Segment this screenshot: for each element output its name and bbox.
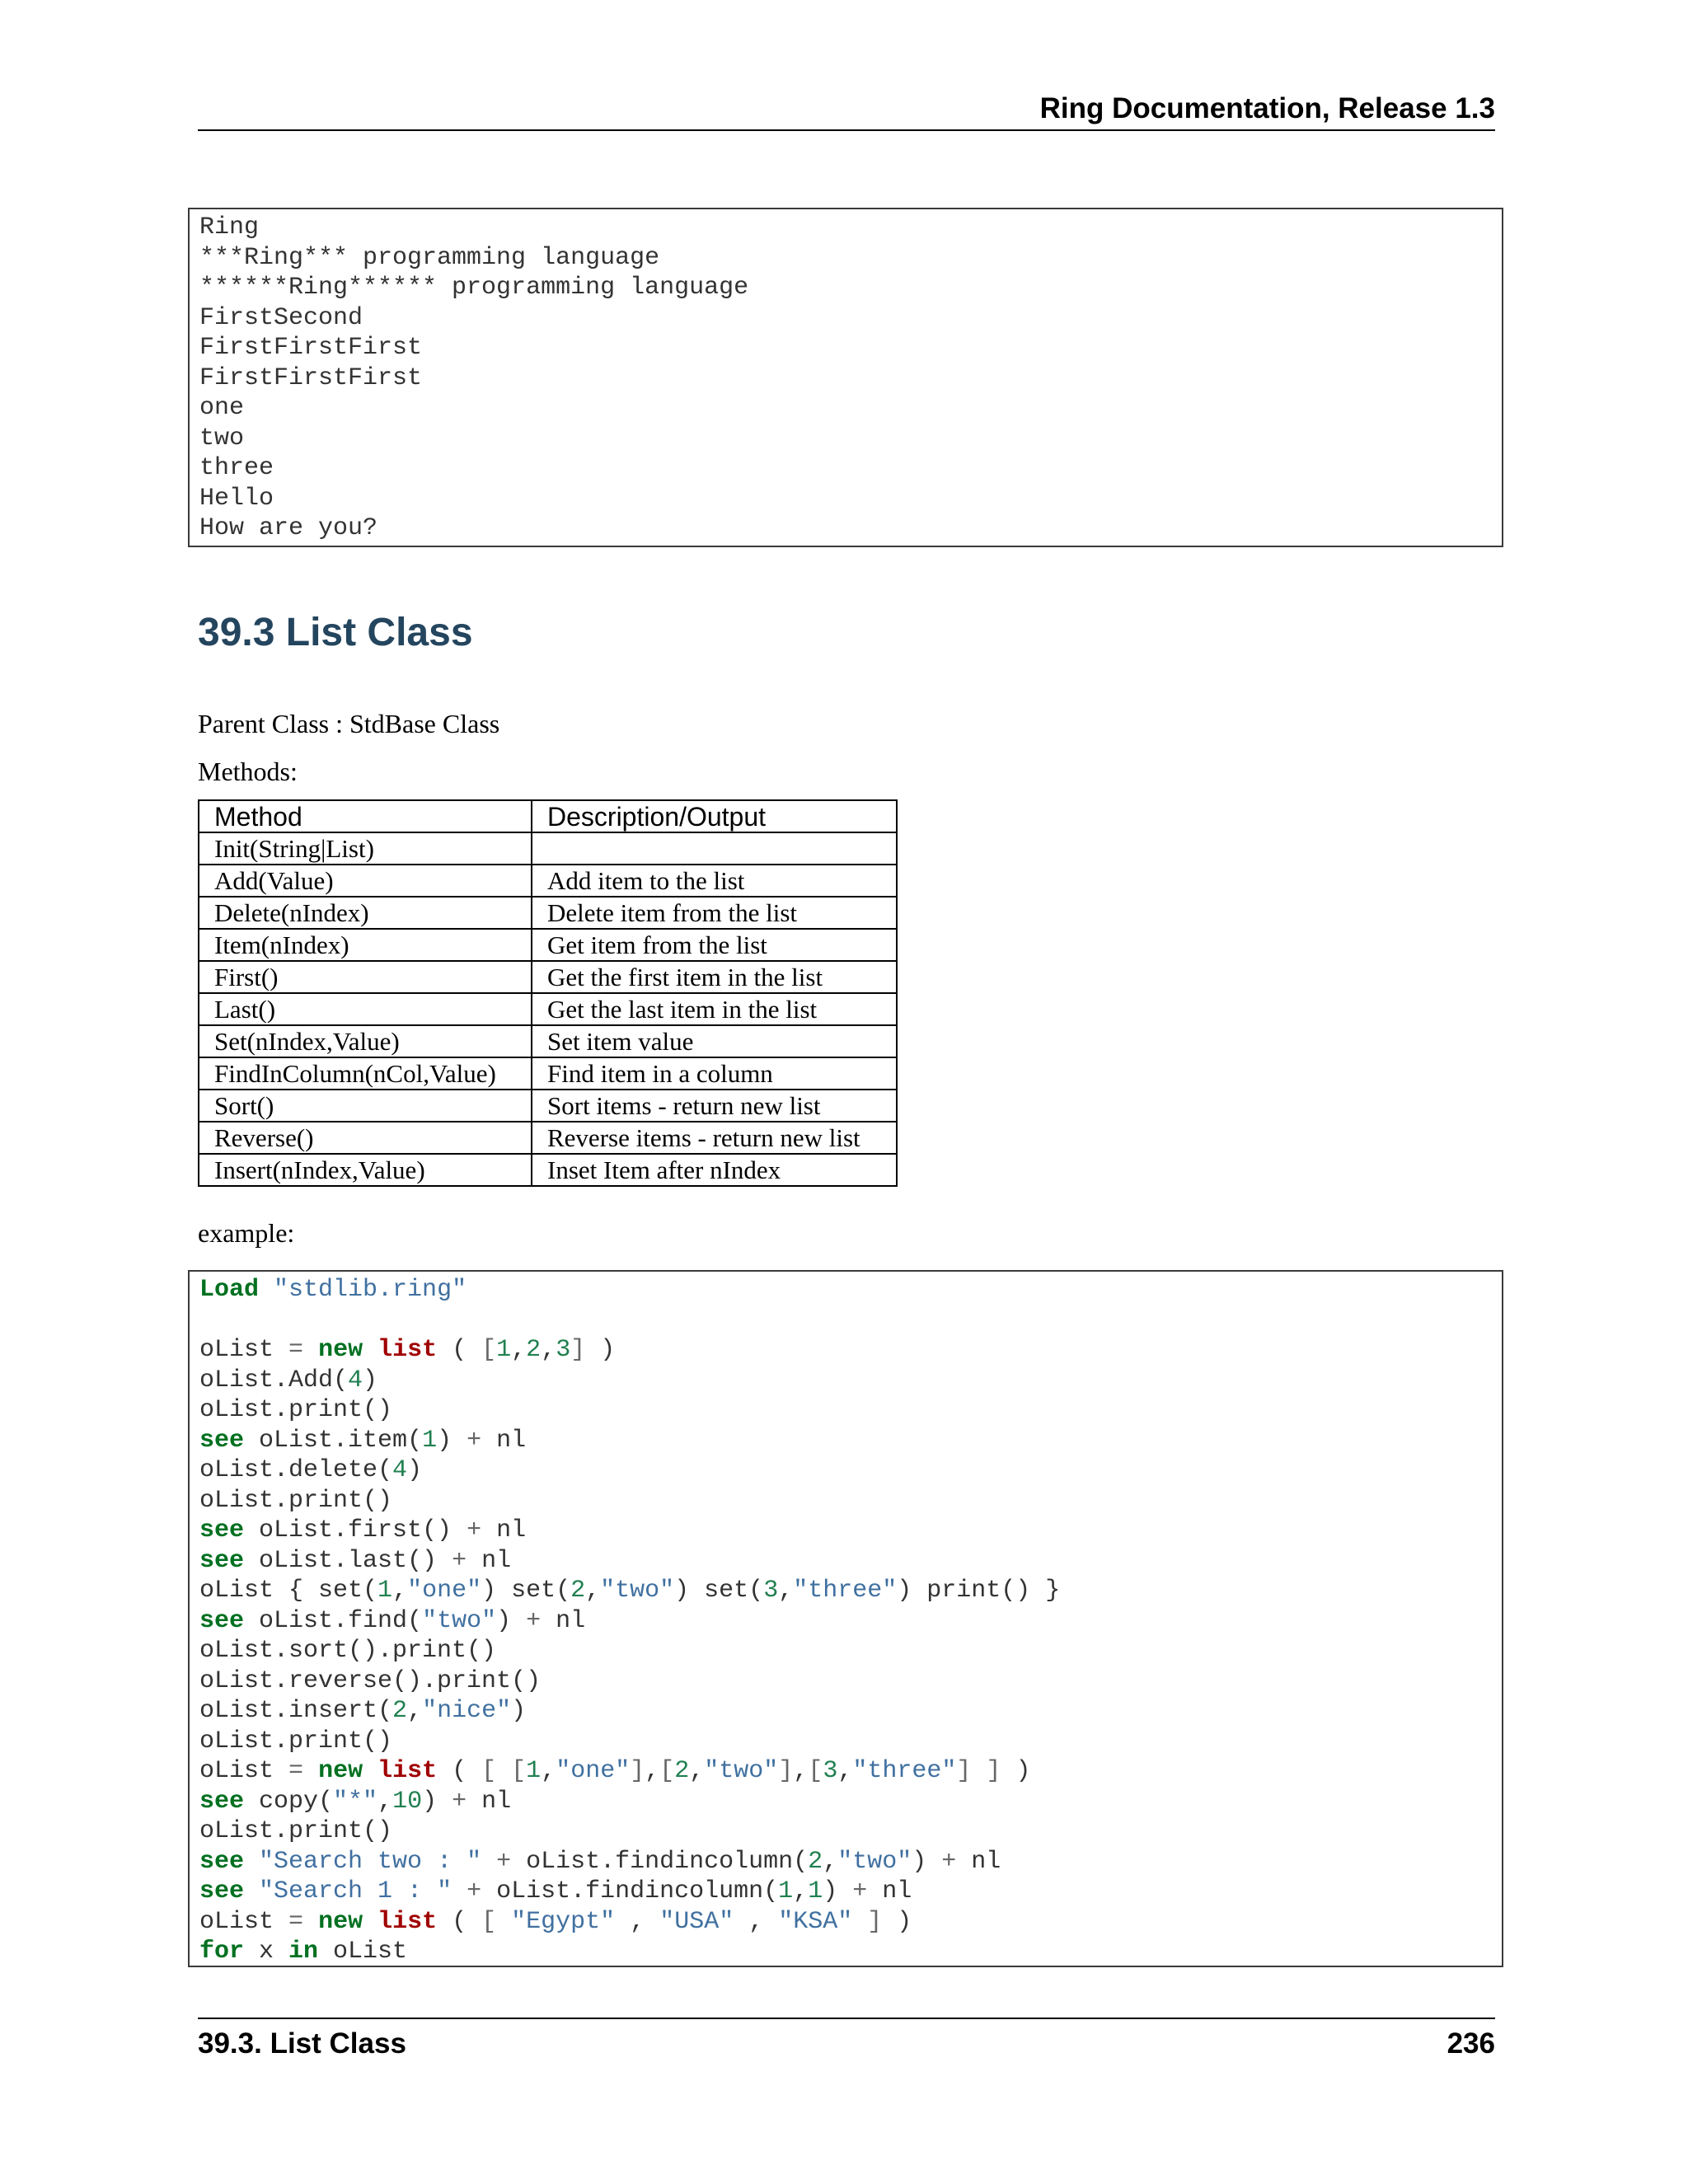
code-token: oList bbox=[199, 1336, 289, 1364]
code-token bbox=[971, 1757, 986, 1785]
code-token: ) bbox=[585, 1336, 616, 1364]
code-line bbox=[199, 1275, 1502, 1305]
code-token: , bbox=[392, 1577, 408, 1605]
code-line bbox=[199, 1606, 1502, 1637]
code-token: 2 bbox=[808, 1847, 823, 1876]
description-cell: Find item in a column bbox=[532, 1057, 897, 1090]
code-line bbox=[199, 1546, 1502, 1577]
method-cell: Add(Value) bbox=[199, 865, 532, 897]
table-row bbox=[199, 993, 897, 1025]
output-code-block bbox=[188, 208, 1503, 547]
code-token: "one" bbox=[556, 1757, 631, 1785]
code-line bbox=[199, 1366, 1502, 1396]
code-token: "Search 1 : " bbox=[259, 1877, 452, 1905]
code-token: + bbox=[452, 1546, 467, 1575]
table-row bbox=[199, 1057, 897, 1090]
code-token: x bbox=[244, 1938, 289, 1966]
code-token: "two" bbox=[837, 1847, 912, 1876]
code-token: nl bbox=[467, 1546, 512, 1575]
code-token: see bbox=[199, 1606, 245, 1635]
code-token: 10 bbox=[392, 1787, 423, 1816]
code-token: oList.find( bbox=[244, 1606, 423, 1635]
table-row bbox=[199, 897, 897, 929]
code-token: 4 bbox=[392, 1456, 408, 1484]
code-token: + bbox=[467, 1426, 482, 1455]
parent-class-text: Parent Class : StdBase Class bbox=[198, 709, 500, 738]
code-token: , bbox=[689, 1757, 705, 1785]
code-token: ] bbox=[630, 1757, 645, 1785]
code-token: ) set( bbox=[674, 1577, 764, 1605]
code-token: , bbox=[407, 1697, 423, 1725]
document-title: Ring Documentation, Release 1.3 bbox=[1039, 92, 1495, 124]
method-cell: Insert(nIndex,Value) bbox=[199, 1154, 532, 1186]
code-token: + bbox=[852, 1877, 868, 1905]
table-row bbox=[199, 865, 897, 897]
code-token: ) bbox=[912, 1847, 942, 1876]
code-token: nl bbox=[867, 1877, 912, 1905]
code-token: ] bbox=[570, 1336, 586, 1364]
code-line bbox=[199, 1937, 1502, 1967]
code-token bbox=[303, 1908, 318, 1936]
code-token: oList.print() bbox=[199, 1727, 393, 1755]
code-token: , bbox=[585, 1577, 601, 1605]
description-cell: Get item from the list bbox=[532, 929, 897, 961]
methods-table-body bbox=[199, 832, 897, 1186]
code-token: + bbox=[467, 1877, 482, 1905]
method-cell: FindInColumn(nCol,Value) bbox=[199, 1057, 532, 1090]
description-cell bbox=[532, 832, 897, 865]
output-line: FirstSecond bbox=[199, 303, 363, 332]
code-token: , bbox=[645, 1757, 660, 1785]
table-row bbox=[199, 1025, 897, 1057]
code-token: [ bbox=[481, 1907, 497, 1936]
code-token: [ bbox=[659, 1757, 675, 1785]
code-token: list bbox=[377, 1907, 438, 1936]
description-cell: Delete item from the list bbox=[532, 897, 897, 929]
code-token: "*" bbox=[333, 1787, 378, 1816]
code-line bbox=[199, 1696, 1502, 1727]
output-line: three bbox=[199, 454, 274, 482]
code-token: = bbox=[288, 1757, 304, 1785]
code-token: oList.print() bbox=[199, 1396, 393, 1424]
code-token: "nice" bbox=[422, 1697, 512, 1725]
code-token: 2 bbox=[526, 1336, 542, 1364]
code-token: ) bbox=[437, 1426, 467, 1455]
table-row bbox=[199, 1090, 897, 1122]
code-token: "two" bbox=[600, 1577, 675, 1605]
description-cell: Set item value bbox=[532, 1025, 897, 1057]
code-token: list bbox=[377, 1336, 438, 1364]
output-line: FirstFirstFirst bbox=[199, 334, 423, 362]
code-token: [ bbox=[808, 1757, 823, 1785]
code-token: new bbox=[318, 1757, 363, 1785]
code-token: list bbox=[377, 1757, 438, 1785]
method-cell: Reverse() bbox=[199, 1122, 532, 1154]
code-token bbox=[363, 1908, 377, 1936]
code-token: nl bbox=[541, 1606, 586, 1635]
code-token: 4 bbox=[348, 1366, 363, 1394]
code-token: oList.print() bbox=[199, 1817, 393, 1845]
output-line: two bbox=[199, 424, 245, 452]
table-row bbox=[199, 961, 897, 993]
code-token: [ bbox=[511, 1757, 527, 1785]
description-cell: Sort items - return new list bbox=[532, 1090, 897, 1122]
code-token bbox=[303, 1336, 318, 1364]
code-token: ) bbox=[511, 1697, 527, 1725]
table-row bbox=[199, 1154, 897, 1186]
code-token: new bbox=[318, 1336, 363, 1364]
code-token: oList.insert( bbox=[199, 1697, 393, 1725]
output-line: ***Ring*** programming language bbox=[199, 243, 660, 272]
code-token: , bbox=[793, 1877, 809, 1905]
code-token bbox=[496, 1908, 511, 1936]
code-token: Load bbox=[199, 1276, 260, 1304]
description-cell: Get the last item in the list bbox=[532, 993, 897, 1025]
output-line: ******Ring****** programming language bbox=[199, 274, 749, 302]
example-label: example: bbox=[198, 1218, 295, 1248]
table-row bbox=[199, 929, 897, 961]
code-line bbox=[199, 1395, 1502, 1426]
code-token: ) bbox=[496, 1606, 527, 1635]
code-token bbox=[244, 1877, 259, 1905]
code-token: [ bbox=[481, 1336, 497, 1364]
code-token: "KSA" bbox=[778, 1907, 853, 1936]
code-token: oList.findincolumn( bbox=[511, 1847, 809, 1876]
code-token: ] bbox=[986, 1757, 1001, 1785]
code-token: in bbox=[288, 1938, 319, 1966]
code-token: ] bbox=[867, 1907, 883, 1936]
code-token: ) bbox=[363, 1366, 378, 1394]
methods-label: Methods: bbox=[198, 757, 298, 786]
table-row bbox=[199, 832, 897, 865]
code-token: + bbox=[467, 1516, 482, 1544]
code-token: 2 bbox=[570, 1577, 586, 1605]
code-line bbox=[199, 1847, 1502, 1877]
code-token: , bbox=[615, 1907, 660, 1936]
code-token: = bbox=[288, 1336, 304, 1364]
code-token: nl bbox=[956, 1847, 1001, 1876]
page-footer bbox=[198, 2018, 1495, 2060]
code-line bbox=[199, 1455, 1502, 1486]
code-token: 1 bbox=[377, 1577, 393, 1605]
code-token: oList bbox=[318, 1938, 408, 1966]
code-token: 1 bbox=[422, 1426, 438, 1455]
description-cell: Inset Item after nIndex bbox=[532, 1154, 897, 1186]
code-token: "USA" bbox=[659, 1907, 734, 1936]
code-token: [ bbox=[481, 1757, 497, 1785]
code-token: oList.sort().print() bbox=[199, 1637, 497, 1665]
method-cell: Set(nIndex,Value) bbox=[199, 1025, 532, 1057]
code-token: ) print() } bbox=[897, 1577, 1061, 1605]
code-token: ( bbox=[437, 1336, 482, 1364]
table-header-row bbox=[199, 800, 897, 832]
output-line: How are you? bbox=[199, 514, 378, 542]
code-line bbox=[199, 1486, 1502, 1516]
code-token: + bbox=[452, 1787, 467, 1816]
code-line bbox=[199, 1335, 1502, 1366]
code-token: "three" bbox=[793, 1577, 898, 1605]
code-token: oList.print() bbox=[199, 1486, 393, 1515]
code-token: , bbox=[377, 1787, 393, 1816]
code-token bbox=[452, 1877, 467, 1905]
code-token bbox=[852, 1908, 867, 1936]
code-token: oList.Add( bbox=[199, 1366, 349, 1394]
code-token: copy( bbox=[244, 1787, 334, 1816]
method-cell: Item(nIndex) bbox=[199, 929, 532, 961]
method-cell: Sort() bbox=[199, 1090, 532, 1122]
code-token bbox=[303, 1757, 318, 1785]
method-cell: First() bbox=[199, 961, 532, 993]
code-token: see bbox=[199, 1787, 245, 1816]
description-cell: Reverse items - return new list bbox=[532, 1122, 897, 1154]
code-token: ) set( bbox=[481, 1577, 571, 1605]
code-token: ) bbox=[1001, 1757, 1031, 1785]
methods-table bbox=[198, 799, 898, 1187]
code-token bbox=[481, 1848, 496, 1876]
code-token: + bbox=[941, 1847, 957, 1876]
code-token: 1 bbox=[526, 1757, 542, 1785]
output-line: FirstFirstFirst bbox=[199, 363, 423, 392]
code-token: oList bbox=[199, 1907, 289, 1936]
code-line bbox=[199, 1727, 1502, 1757]
output-line: Ring bbox=[199, 213, 260, 241]
example-code-block bbox=[188, 1270, 1503, 1967]
code-token: "Search two : " bbox=[259, 1847, 482, 1876]
code-line bbox=[199, 1636, 1502, 1666]
code-token: ) bbox=[422, 1787, 452, 1816]
code-line bbox=[199, 1516, 1502, 1546]
code-token: , bbox=[793, 1757, 809, 1785]
code-token: 3 bbox=[556, 1336, 571, 1364]
method-cell: Init(String|List) bbox=[199, 832, 532, 865]
code-token: 1 bbox=[778, 1877, 794, 1905]
code-token: "three" bbox=[852, 1757, 957, 1785]
code-token bbox=[259, 1276, 274, 1304]
code-token: see bbox=[199, 1877, 245, 1905]
code-token: oList.delete( bbox=[199, 1456, 393, 1484]
code-line bbox=[199, 1907, 1502, 1938]
code-token: "one" bbox=[407, 1577, 482, 1605]
page-header bbox=[198, 92, 1495, 131]
code-token: + bbox=[496, 1847, 512, 1876]
code-token: see bbox=[199, 1426, 245, 1455]
code-token: oList.reverse().print() bbox=[199, 1666, 542, 1695]
column-header-description: Description/Output bbox=[532, 800, 897, 832]
code-token: new bbox=[318, 1907, 363, 1936]
code-token: nl bbox=[481, 1426, 527, 1455]
code-token: "Egypt" bbox=[511, 1907, 616, 1936]
code-token: "two" bbox=[422, 1606, 497, 1635]
code-line bbox=[199, 1877, 1502, 1907]
code-line bbox=[199, 1816, 1502, 1847]
code-token: 2 bbox=[674, 1757, 690, 1785]
code-token: nl bbox=[467, 1787, 512, 1816]
code-token: 2 bbox=[392, 1697, 408, 1725]
code-token: oList.first() bbox=[244, 1516, 467, 1544]
code-token: 3 bbox=[823, 1757, 838, 1785]
code-token: = bbox=[288, 1907, 304, 1936]
code-token bbox=[363, 1336, 377, 1364]
code-token: , bbox=[734, 1907, 779, 1936]
code-token: , bbox=[511, 1336, 527, 1364]
code-token: ( bbox=[437, 1757, 482, 1785]
column-header-method: Method bbox=[199, 800, 532, 832]
code-token: oList bbox=[199, 1757, 289, 1785]
output-line: one bbox=[199, 394, 245, 422]
code-token: ] bbox=[956, 1757, 972, 1785]
code-token: ) bbox=[823, 1877, 853, 1905]
code-token: ) bbox=[407, 1456, 423, 1484]
code-token: oList.findincolumn( bbox=[481, 1877, 779, 1905]
description-cell: Get the first item in the list bbox=[532, 961, 897, 993]
code-token: , bbox=[541, 1757, 556, 1785]
code-token: ( bbox=[437, 1907, 482, 1936]
section-title: 39.3 List Class bbox=[198, 611, 473, 654]
code-line bbox=[199, 1787, 1502, 1817]
code-line bbox=[199, 1756, 1502, 1787]
code-token: , bbox=[541, 1336, 556, 1364]
code-line bbox=[199, 1666, 1502, 1697]
code-token: 3 bbox=[763, 1577, 779, 1605]
code-line bbox=[199, 1305, 1502, 1336]
code-token: oList.last() bbox=[244, 1546, 452, 1575]
code-token: ) bbox=[882, 1907, 912, 1936]
code-token: , bbox=[778, 1577, 794, 1605]
code-token: , bbox=[837, 1757, 853, 1785]
code-token: "stdlib.ring" bbox=[274, 1276, 467, 1304]
page-number: 236 bbox=[1447, 2027, 1495, 2060]
table-row bbox=[199, 1122, 897, 1154]
code-token bbox=[244, 1848, 259, 1876]
code-token: oList { set( bbox=[199, 1577, 378, 1605]
code-token: , bbox=[823, 1847, 838, 1876]
output-line: Hello bbox=[199, 484, 274, 513]
code-line bbox=[199, 1576, 1502, 1606]
code-token: see bbox=[199, 1847, 245, 1876]
code-token: for bbox=[199, 1938, 245, 1966]
code-token: oList.item( bbox=[244, 1426, 423, 1455]
method-cell: Last() bbox=[199, 993, 532, 1025]
code-token bbox=[496, 1757, 511, 1785]
code-token: "two" bbox=[704, 1757, 779, 1785]
code-token: nl bbox=[481, 1516, 527, 1544]
code-token: ] bbox=[778, 1757, 794, 1785]
code-token: + bbox=[526, 1606, 542, 1635]
code-token: 1 bbox=[808, 1877, 823, 1905]
method-cell: Delete(nIndex) bbox=[199, 897, 532, 929]
code-token: see bbox=[199, 1516, 245, 1544]
code-line bbox=[199, 1426, 1502, 1456]
code-token: 1 bbox=[496, 1336, 512, 1364]
code-token bbox=[363, 1757, 377, 1785]
description-cell: Add item to the list bbox=[532, 865, 897, 897]
footer-section-ref: 39.3. List Class bbox=[198, 2027, 406, 2060]
code-token: see bbox=[199, 1546, 245, 1575]
